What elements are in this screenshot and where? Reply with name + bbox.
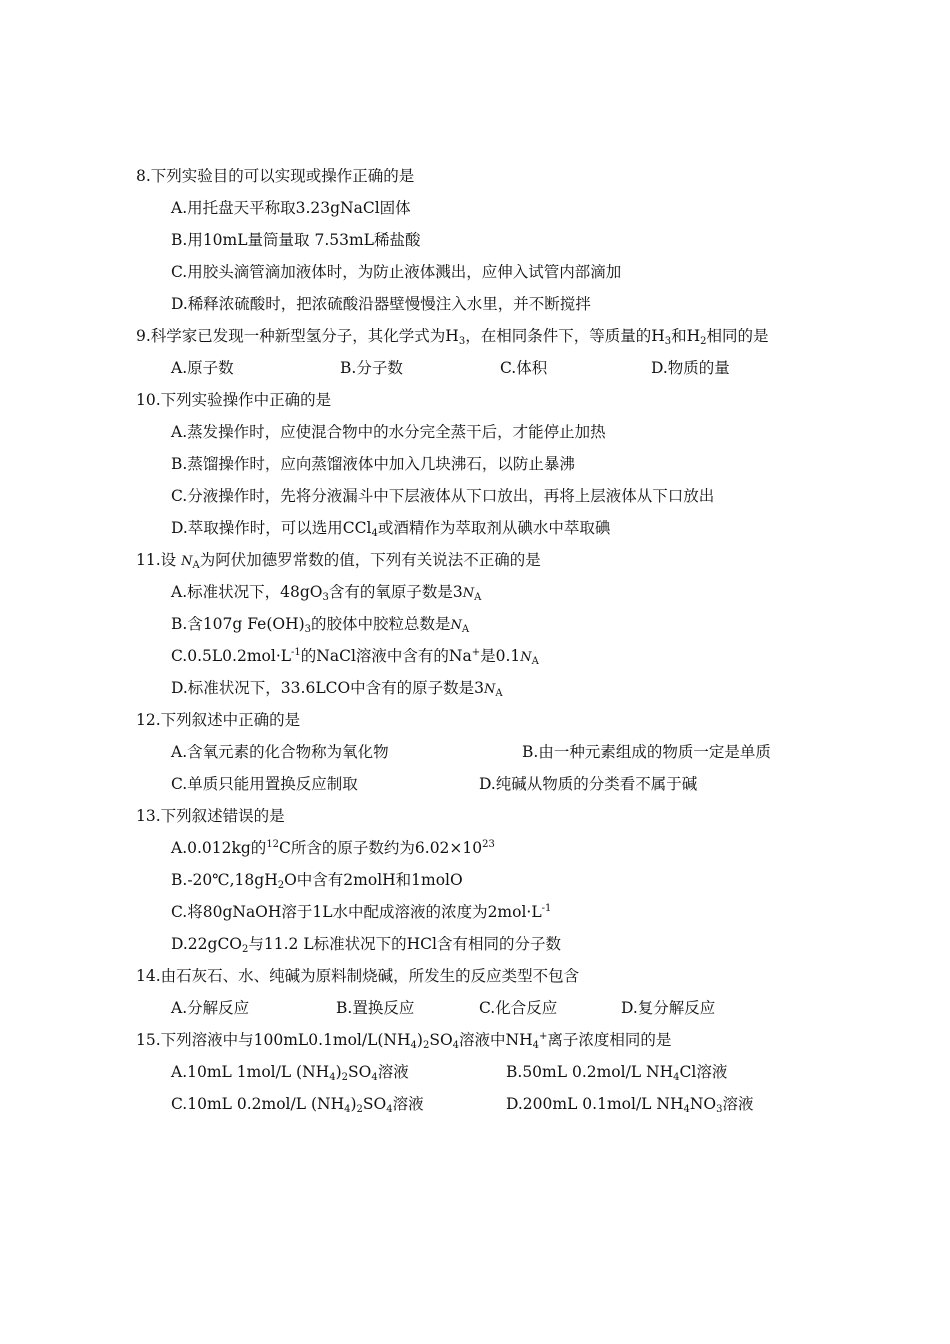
question-15-option-b: B.50mL 0.2mol/L $NH_4Cl$溶液 [506,1063,728,1083]
question-9-option-d: D.物质的量 [651,359,730,377]
question-14-option-b: B.置换反应 [336,999,415,1017]
question-12-stem: 12.下列叙述中正确的是 [136,711,301,729]
question-8-option-c: C.用胶头滴管滴加液体时，为防止液体溅出，应伸入试管内部滴加 [171,263,622,281]
question-14-option-a: A.分解反应 [171,999,250,1017]
question-11-option-b: B.含107g $Fe(OH)_3$的胶体中胶粒总数是$N_A$ [171,615,470,635]
question-15-option-c: C.10mL 0.2mol/L $(NH_4)_2SO_4$溶液 [171,1095,424,1115]
question-9-option-c: C.体积 [500,359,548,377]
question-13-stem: 13.下列叙述错误的是 [136,807,285,825]
question-15-option-d: D.200mL 0.1mol/L $NH_4NO_3$溶液 [506,1095,754,1115]
question-10-option-c: C.分液操作时，先将分液漏斗中下层液体从下口放出，再将上层液体从下口放出 [171,487,715,505]
question-9-stem: 9.科学家已发现一种新型氢分子，其化学式为$H_3$，在相同条件下，等质量的$H_3$和$H_2$相同的是 [136,327,769,347]
question-13-option-b: $B.-20℃,18gH_2O$中含有2molH和1molO [171,871,463,891]
question-10-option-b: B.蒸馏操作时，应向蒸馏液体中加入几块沸石，以防止暴沸 [171,455,575,473]
question-9-option-b: B.分子数 [340,359,403,377]
question-10-stem: 10.下列实验操作中正确的是 [136,391,332,409]
question-15-stem: 15.下列溶液中与$100mL0.1mol/L(NH_4)_2SO_4$溶液中$NH_4^+$离子浓度相同的是 [136,1031,672,1051]
question-14-option-c: C.化合反应 [479,999,558,1017]
question-8-option-a: A.用托盘天平称取3.23gNaCl固体 [171,199,411,217]
question-11-option-d: D.标准状况下，33.6LCO中含有的原子数是$3N_A$ [171,679,503,699]
question-13-option-c: C.将80gNaOH溶于1L水中配成溶液的浓度为$2mol\cdot L^{-1}$ [171,903,552,921]
question-8-option-d: D.稀释浓硫酸时，把浓硫酸沿器壁慢慢注入水里，并不断搅拌 [171,295,591,313]
question-11-option-c: $C.0.5L0.2mol\cdot L^{-1}$的NaCl溶液中含有的Na+是$0.1N_A$ [171,647,539,667]
question-11-stem: 11.设 $N_A$为阿伏加德罗常数的值，下列有关说法不正确的是 [136,551,541,571]
question-8-option-b: B.用10mL量筒量取 7.53mL稀盐酸 [171,231,421,249]
question-11-option-a: A.标准状况下，$48gO_3$含有的氧原子数是$3N_A$ [171,583,482,603]
question-12-option-c: C.单质只能用置换反应制取 [171,775,358,793]
question-9-option-a: A.原子数 [171,359,234,377]
question-12-option-b: B.由一种元素组成的物质一定是单质 [522,743,771,761]
question-13-option-a: A.0.012kg的$^{12}$C所含的原子数约为$6.02\times 10^{23}$ [171,839,495,857]
question-12-option-d: D.纯碱从物质的分类看不属于碱 [479,775,698,793]
question-15-option-a: A.10mL 1mol/L $(NH_4)_2SO_4$溶液 [171,1063,409,1083]
question-14-stem: 14.由石灰石、水、纯碱为原料制烧碱，所发生的反应类型不包含 [136,967,580,985]
question-14-option-d: D.复分解反应 [621,999,716,1017]
question-8-stem: 8.下列实验目的可以实现或操作正确的是 [136,167,415,185]
question-13-option-d: D.22gCO$_2$与11.2 L标准状况下的HCl含有相同的分子数 [171,935,561,955]
question-10-option-a: A.蒸发操作时，应使混合物中的水分完全蒸干后，才能停止加热 [171,423,606,441]
question-10-option-d: D.萃取操作时，可以选用CCl$_4$或酒精作为萃取剂从碘水中萃取碘 [171,519,611,539]
question-12-option-a: A.含氧元素的化合物称为氧化物 [171,743,389,761]
